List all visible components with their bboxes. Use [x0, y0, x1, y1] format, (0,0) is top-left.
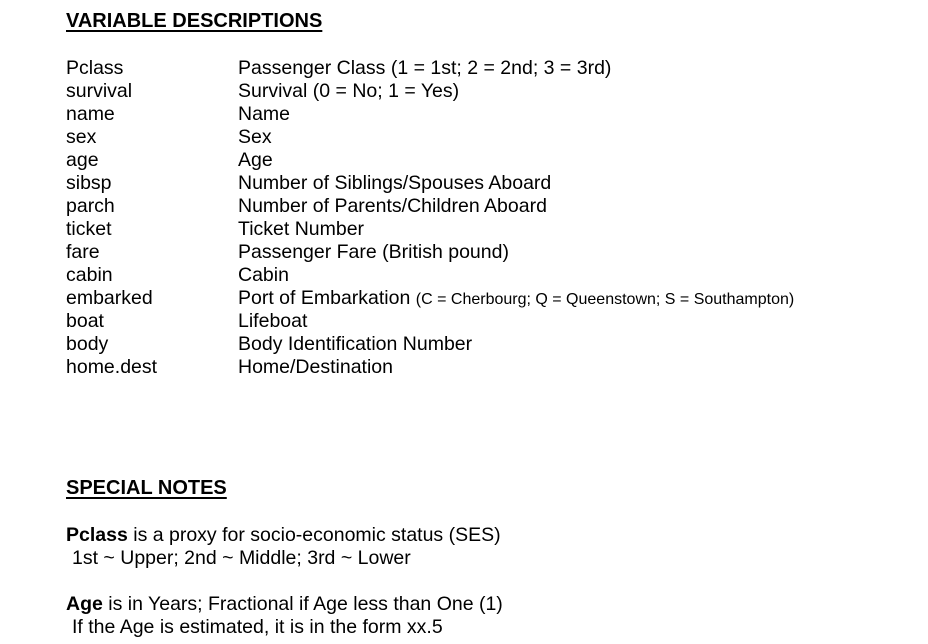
variable-row: [66, 287, 906, 310]
special-notes-heading: SPECIAL NOTES: [66, 477, 227, 499]
variable-description-text: Cabin: [238, 264, 289, 286]
note-age: [66, 593, 503, 639]
variable-description-text: Passenger Class (1 = 1st; 2 = 2nd; 3 = 3rd): [238, 57, 612, 79]
variable-name: body: [66, 333, 109, 355]
variable-row: [66, 149, 906, 172]
note-pclass-line2: 1st ~ Upper; 2nd ~ Middle; 3rd ~ Lower: [72, 547, 411, 569]
variable-description-text: Lifeboat: [238, 310, 308, 332]
variable-description-text: Sex: [238, 126, 272, 148]
variable-description-text: Body Identification Number: [238, 333, 473, 355]
variable-description-text: Age: [238, 149, 273, 171]
variable-description: [238, 218, 364, 241]
variable-description: [238, 126, 272, 149]
variable-row: [66, 310, 906, 333]
variable-description-text: Number of Parents/Children Aboard: [238, 195, 547, 217]
variable-description: [238, 287, 794, 311]
variable-description: [238, 264, 289, 287]
variable-row: [66, 126, 906, 149]
note-pclass: [66, 524, 501, 570]
variable-description: [238, 356, 393, 379]
variable-descriptions-heading: VARIABLE DESCRIPTIONS: [66, 10, 323, 32]
variable-name: Pclass: [66, 57, 124, 79]
variable-description-text: Survival (0 = No; 1 = Yes): [238, 80, 460, 102]
variable-description: [238, 80, 459, 103]
variable-row: [66, 172, 906, 195]
variable-name: boat: [66, 310, 104, 332]
variable-description: [238, 310, 307, 333]
variable-description: [238, 195, 547, 218]
variable-description-text: Passenger Fare (British pound): [238, 241, 509, 263]
variable-row: [66, 264, 906, 287]
note-age-text: is in Years; Fractional if Age less than One (1): [102, 593, 503, 615]
note-pclass-term: Pclass: [66, 524, 128, 546]
variable-row: [66, 57, 906, 80]
variable-description-text: Port of Embarkation: [238, 287, 411, 309]
variable-name: embarked: [66, 287, 153, 309]
note-pclass-text: is a proxy for socio-economic status (SES): [127, 524, 501, 546]
variable-row: [66, 195, 906, 218]
variable-description: [238, 333, 472, 356]
variable-name: sibsp: [66, 172, 112, 194]
variable-name: survival: [66, 80, 133, 102]
variable-name: fare: [66, 241, 100, 263]
variable-name: cabin: [66, 264, 113, 286]
variable-description-text: Home/Destination: [238, 356, 393, 378]
variable-name: parch: [66, 195, 115, 217]
variable-name: name: [66, 103, 115, 125]
variable-row: [66, 241, 906, 264]
variable-description: [238, 149, 273, 172]
variable-name: age: [66, 149, 99, 171]
variable-description-detail: (C = Cherbourg; Q = Queenstown; S = Southampton): [415, 291, 795, 308]
variable-row: [66, 103, 906, 126]
variable-description: [238, 103, 290, 126]
variable-description-text: Name: [238, 103, 291, 125]
variable-row: [66, 333, 906, 356]
note-age-term: Age: [66, 593, 103, 615]
variable-name: sex: [66, 126, 97, 148]
note-age-line2: If the Age is estimated, it is in the form xx.5: [72, 616, 443, 638]
variable-description-text: Number of Siblings/Spouses Aboard: [238, 172, 552, 194]
variable-row: [66, 80, 906, 103]
variable-description: [238, 57, 611, 80]
variable-table: [66, 57, 906, 379]
variable-description: [238, 241, 509, 264]
variable-description: [238, 172, 551, 195]
variable-description-text: Ticket Number: [238, 218, 365, 240]
variable-name: home.dest: [66, 356, 158, 378]
variable-name: ticket: [66, 218, 112, 240]
variable-row: [66, 218, 906, 241]
variable-row: [66, 356, 906, 379]
